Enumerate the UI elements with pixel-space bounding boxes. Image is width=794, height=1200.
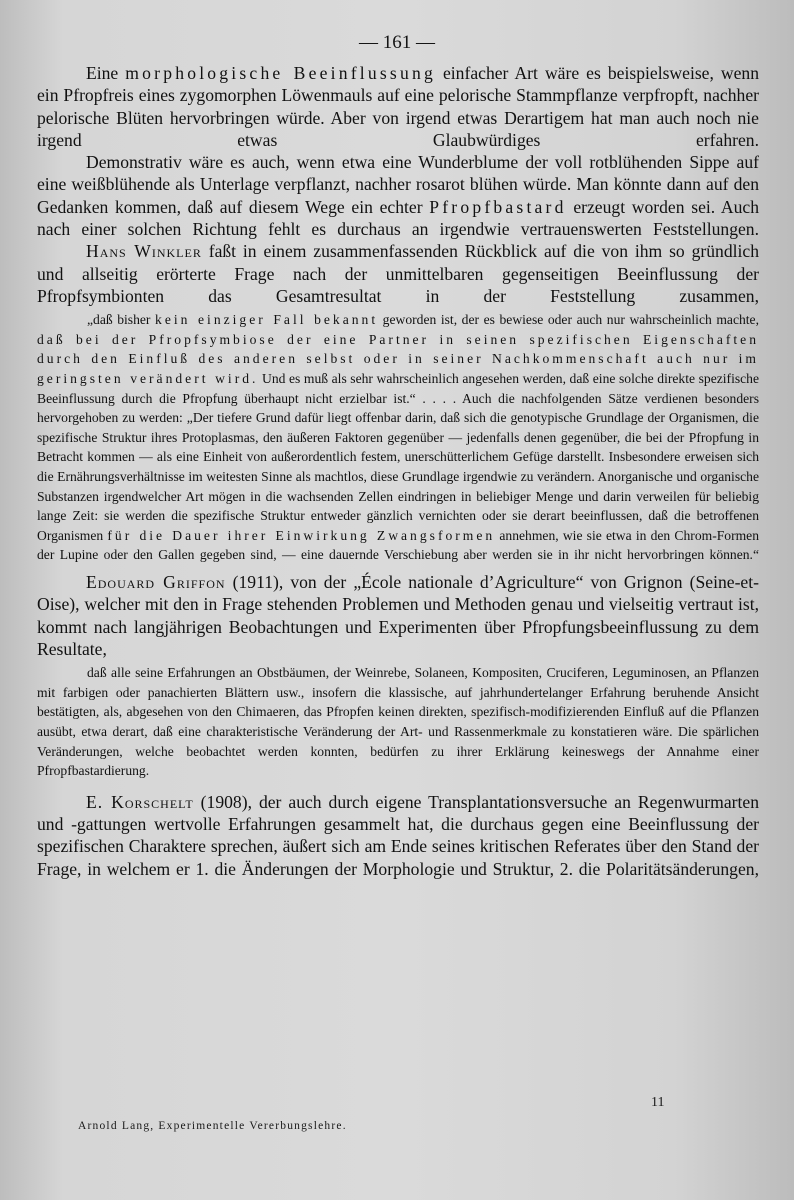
spaced-emphasis: kein einziger Fall bekannt [155,312,379,328]
page-number: — 161 — [359,32,435,53]
paragraph-morphologische-beeinflussung: Eine morphologische Beeinflussung einfacher Art wäre es beispielsweise, wenn ein Pfropfreis eines zygomorphen Löwenmauls auf eine pelorische Stammpflanze verpfropft, nachher pelorische Blüten hervorbringen würde. Aber von irgend etwas Derartigem hat man auch noch nie irgend etwas Glaubwürdiges erfahren. [37,63,760,150]
spaced-emphasis: daß bei der Pfropfsymbiose der eine Partner in seinen spezifischen Eigenschaften durch den Einfluß des anderen selbst oder in seiner Nachkommenschaft auch nur im geringsten verändert wird. [37,331,759,387]
author-name: E. Korschelt [86,791,194,812]
spaced-emphasis: Pfropfbastard [429,196,567,217]
text-block-upper [37,62,759,880]
paragraph-korschelt: E. Korschelt (1908), der auch durch eigene Transplantationsversuche an Regenwurmarten und -gattungen wertvolle Erfahrungen gesammelt hat, die durchaus gegen eine Beeinflussung der spezifischen Charaktere sprechen, äußert sich am Ende seines kritischen Referates über den Stand der Frage, in welchem er 1. die Änderungen der Morphologie und Struktur, 2. die Polaritätsänderungen, [37,791,759,879]
spaced-emphasis: morphologische Beeinflussung [125,63,436,83]
quote-griffon: daß alle seine Erfahrungen an Obstbäumen, der Weinrebe, Solaneen, Kompositen, Cruciferen, Leguminosen, an Pflanzen mit farbigen oder panachierten Blättern usw., insofern die klassische, auf jahrhundertelanger Erfahrung beruhende Ansicht bestätigten, als, abgesehen von den Chimaeren, das Pfropfen keinen direkten, spezifisch-modifizierenden Einfluß auf die Pflanzen ausübt, etwa derart, daß eine charakteristische Veränderung der Art- und Rassenmerkmale zu konstatieren wäre. Die spärlichen Veränderungen, welche beobachtet werden konnten, bedürfen zu ihrer Erklärung keineswegs der Annahme einer Pfropfbastardierung. [37,665,759,779]
paragraph-winkler: Hans Winkler faßt in einem zusammenfassenden Rückblick auf die von ihm so gründlich und allseitig erörterte Frage nach der unmittelbaren gegenseitigen Beeinflussung der Pfropfsymbionten das Gesamtresultat in der Feststellung zusammen, [37,241,760,306]
quote-winkler: „daß bisher kein einziger Fall bekannt geworden ist, der es bewiese oder auch nur wahrscheinlich machte, daß bei der Pfropfsymbiose der eine Partner in seinen spezifischen Eigenschaften durch den Einfluß des anderen selbst oder in seiner Nachkommenschaft auch nur im geringsten verändert wird. Und es muß als sehr wahrscheinlich angesehen werden, daß eine solche direkte spezifische Beeinflussung durch die Pfropfung überhaupt nicht erzielbar ist.“ . . . . Auch die nachfolgenden Sätze verdienen besonders hervorgehoben zu werden: „Der tiefere Grund dafür liegt offenbar darin, daß sich die genotypische Grundlage der Organismen, die spezifische Struktur ihres Protoplasmas, den äußeren Faktoren gegenüber — jedenfalls denen gegenüber, die bei der Pfropfung in Betracht kommen — als eine Einheit von außerordentlich festem, unerschütterlichem Gefüge darstellt. Insbesondere erweisen sich die Ernährungsverhältnisse im weitesten Sinne als machtlos, diese Grundlage irgendwie zu verändern. Anorganische und organische Substanzen irgendwelcher Art mögen in die wachsenden Zellen eindringen in beliebiger Menge und darin verweilen für beliebig lange Zeit: sie werden die spezifische Struktur entweder gänzlich vernichten oder sie derart beeinflussen, daß die betroffenen Organismen für die Dauer ihrer Einwirkung Zwangsformen annehmen, wie sie etwa in den Chrom-Formen der Lupine oder den Gallen gegeben sind, — eine dauernde Verschiebung aber werden sie in ihr nicht hervorbringen können.“ [37,312,760,563]
author-name: Edouard Griffon [86,571,226,592]
author-name: Hans Winkler [86,241,202,262]
spaced-emphasis: für die Dauer ihrer Einwirkung Zwangsformen [107,527,496,543]
signature-mark: 11 [651,1095,665,1110]
paragraph-griffon: Edouard Griffon (1911), von der „École nationale d’Agriculture“ von Grignon (Seine-et-Oise), welcher mit den in Frage stehenden Problemen und Methoden genau und vielseitig vertraut ist, kommt nach langjährigen Beobachtungen und Experimenten über Pfropfungsbeeinflussung zu dem Resultate, [37,571,759,659]
paragraph-wunderblume: Demonstrativ wäre es auch, wenn etwa eine Wunderblume der voll rotblühenden Sippe auf eine weißblühende als Unterlage verpflanzt, nachher rosarot blühen würde. Man könnte dann auf den Gedanken kommen, daß auf diesem Wege ein echter Pfropfbastard erzeugt worden sei. Auch nach einer solchen Richtung fehlt es durchaus an irgendwie vertrauenswerten Feststellungen. [37,152,759,240]
footer-imprint: Arnold Lang, Experimentelle Vererbungslehre. [78,1120,347,1132]
